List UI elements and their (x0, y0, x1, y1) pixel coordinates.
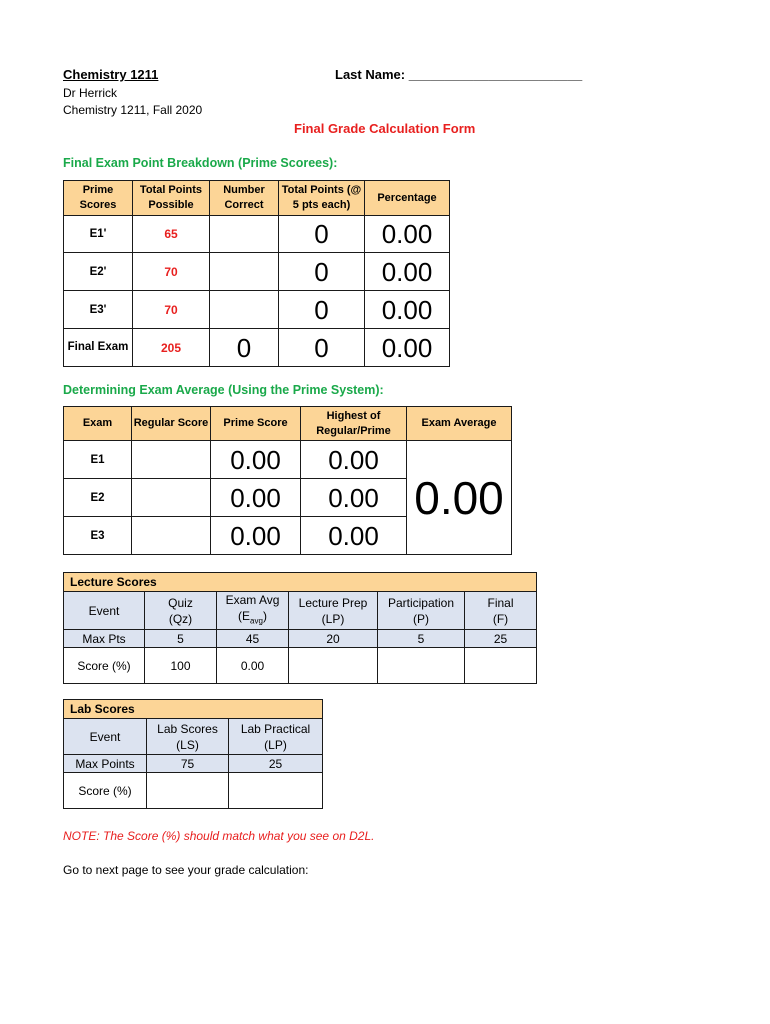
table-row (64, 216, 450, 253)
lab-practical-score-input[interactable] (229, 773, 323, 809)
header-highest: Highest of Regular/Prime (301, 407, 407, 441)
col-exam-avg (217, 592, 289, 630)
col-abbr: (LS) (176, 737, 199, 752)
regular-score-input[interactable] (132, 441, 211, 479)
lecture-scores-table (63, 572, 537, 684)
row-label: E1' (64, 216, 133, 253)
col-name: Lab Scores (157, 721, 218, 736)
col-abbr: (P) (413, 611, 429, 626)
col-name: Quiz (168, 595, 193, 610)
max-value: 75 (147, 755, 229, 773)
table-row (64, 441, 512, 479)
prime-scores-table (63, 180, 450, 367)
header-prime-score: Prime Score (211, 407, 301, 441)
col-abbr: (F) (492, 611, 509, 626)
table-row (64, 291, 450, 329)
participation-score-input[interactable] (378, 648, 465, 684)
last-name-field: Last Name: ________________________ (335, 67, 583, 82)
exam-avg-score: 0.00 (217, 648, 289, 684)
total-points: 0 (279, 216, 365, 253)
col-participation (378, 592, 465, 630)
col-name: Participation (387, 595, 455, 610)
total-points: 0 (279, 291, 365, 329)
prime-score: 0.00 (211, 479, 301, 517)
max-points-row (64, 630, 537, 648)
score-row (64, 773, 323, 809)
header-total-points: Total Points (@ 5 pts each) (279, 181, 365, 216)
next-page-text: Go to next page to see your grade calculation: (63, 863, 309, 877)
col-quiz (145, 592, 217, 630)
lab-scores-table (63, 699, 323, 809)
col-name: Exam Avg (225, 593, 280, 607)
header-percentage: Percentage (365, 181, 450, 216)
header-regular-score: Regular Score (132, 407, 211, 441)
row-label: E1 (64, 441, 132, 479)
col-abbr: (Qz) (168, 611, 193, 626)
table-row (64, 253, 450, 291)
exam-average-table (63, 406, 512, 555)
score-row (64, 648, 537, 684)
row-label: E3' (64, 291, 133, 329)
score-label: Score (%) (64, 648, 145, 684)
col-name: Lecture Prep (298, 595, 368, 610)
lab-scores-title: Lab Scores (64, 700, 323, 719)
header-exam: Exam (64, 407, 132, 441)
lecture-prep-score-input[interactable] (289, 648, 378, 684)
header-exam-average: Exam Average (407, 407, 512, 441)
header-number-correct: Number Correct (210, 181, 279, 216)
course-title: Chemistry 1211 (63, 67, 159, 82)
highest-score: 0.00 (301, 517, 407, 555)
row-label: E3 (64, 517, 132, 555)
percentage: 0.00 (365, 291, 450, 329)
row-label: E2 (64, 479, 132, 517)
points-possible: 70 (133, 291, 210, 329)
exam-average-value: 0.00 (407, 441, 512, 555)
final-score-input[interactable] (465, 648, 537, 684)
prime-score: 0.00 (211, 517, 301, 555)
max-value: 20 (289, 630, 378, 648)
percentage: 0.00 (365, 253, 450, 291)
d2l-note: NOTE: The Score (%) should match what you see on D2L. (63, 829, 375, 843)
col-abbr: (LP) (321, 611, 345, 626)
regular-score-input[interactable] (132, 479, 211, 517)
highest-score: 0.00 (301, 479, 407, 517)
max-label: Max Points (64, 755, 147, 773)
max-label: Max Pts (64, 630, 145, 648)
row-label: E2' (64, 253, 133, 291)
number-correct-input[interactable] (210, 291, 279, 329)
max-value: 5 (145, 630, 217, 648)
row-label: Final Exam (64, 329, 133, 367)
number-correct: 0 (210, 329, 279, 367)
number-correct-input[interactable] (210, 216, 279, 253)
exam-average-title: Determining Exam Average (Using the Prime System): (63, 383, 384, 397)
col-lab-practical (229, 719, 323, 755)
header-prime-scores: Prime Scores (64, 181, 133, 216)
max-value: 25 (465, 630, 537, 648)
lab-score-input[interactable] (147, 773, 229, 809)
col-abbr: (LP) (264, 737, 287, 752)
total-points: 0 (279, 329, 365, 367)
quiz-score[interactable]: 100 (145, 648, 217, 684)
event-label: Event (64, 719, 147, 755)
max-value: 5 (378, 630, 465, 648)
total-points: 0 (279, 253, 365, 291)
highest-score: 0.00 (301, 441, 407, 479)
instructor-name: Dr Herrick (63, 86, 117, 100)
col-lab-scores (147, 719, 229, 755)
max-value: 25 (229, 755, 323, 773)
header-total-possible: Total Points Possible (133, 181, 210, 216)
col-abbr (217, 608, 288, 629)
max-points-row (64, 755, 323, 773)
prime-score: 0.00 (211, 441, 301, 479)
points-possible: 65 (133, 216, 210, 253)
points-possible: 70 (133, 253, 210, 291)
col-name: Final (487, 595, 514, 610)
score-label: Score (%) (64, 773, 147, 809)
number-correct-input[interactable] (210, 253, 279, 291)
abbr-start: (E (238, 609, 251, 623)
lecture-scores-title: Lecture Scores (64, 573, 537, 592)
col-final (465, 592, 537, 630)
prime-breakdown-title: Final Exam Point Breakdown (Prime Scorees): (63, 156, 338, 170)
percentage: 0.00 (365, 329, 450, 367)
table-row (64, 329, 450, 367)
col-name: Lab Practical (240, 721, 311, 736)
abbr-end: ) (262, 609, 267, 623)
event-label: Event (64, 592, 145, 630)
max-value: 45 (217, 630, 289, 648)
term-line: Chemistry 1211, Fall 2020 (63, 103, 203, 117)
form-title: Final Grade Calculation Form (294, 121, 476, 136)
percentage: 0.00 (365, 216, 450, 253)
col-lecture-prep (289, 592, 378, 630)
points-possible: 205 (133, 329, 210, 367)
regular-score-input[interactable] (132, 517, 211, 555)
abbr-sub: avg (250, 616, 263, 626)
